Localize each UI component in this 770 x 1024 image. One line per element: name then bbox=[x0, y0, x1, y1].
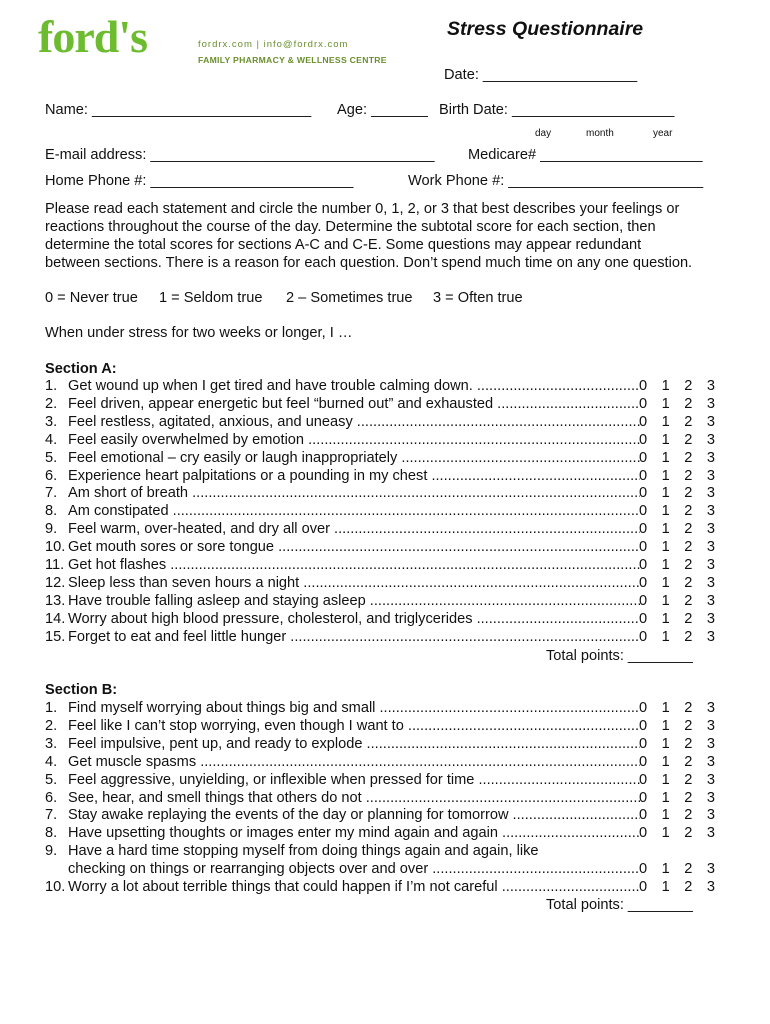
rating-option-2[interactable]: 2 bbox=[684, 610, 693, 627]
question-number: 2. bbox=[45, 395, 58, 412]
rating-option-1[interactable]: 1 bbox=[661, 574, 670, 591]
rating-option-1[interactable]: 1 bbox=[661, 879, 670, 895]
section-a-total[interactable]: Total points: ________ bbox=[546, 648, 693, 664]
work-phone-field[interactable]: Work Phone #: ________________________ bbox=[408, 173, 704, 189]
section-b-question-4 bbox=[45, 753, 715, 771]
section-b-question-3 bbox=[45, 735, 715, 753]
rating-option-1[interactable]: 1 bbox=[661, 557, 670, 573]
rating-option-1[interactable]: 1 bbox=[661, 717, 670, 734]
stress-prompt: When under stress for two weeks or longer, I … bbox=[45, 325, 353, 341]
rating-option-0[interactable]: 0 bbox=[639, 395, 648, 412]
question-number: 6. bbox=[45, 789, 58, 806]
rating-option-3[interactable]: 3 bbox=[706, 485, 715, 502]
rating-option-0[interactable]: 0 bbox=[639, 521, 648, 538]
rating-option-2[interactable]: 2 bbox=[684, 735, 693, 752]
question-number: 3. bbox=[45, 735, 58, 752]
rating-option-0[interactable]: 0 bbox=[639, 735, 648, 752]
rating-scale bbox=[639, 771, 715, 789]
section-a-question-14 bbox=[45, 610, 715, 628]
rating-scale bbox=[639, 753, 715, 771]
rating-option-0[interactable]: 0 bbox=[639, 557, 648, 573]
rating-option-3[interactable]: 3 bbox=[706, 413, 715, 430]
legend-sometimes: 2 – Sometimes true bbox=[286, 290, 413, 306]
question-number: 9. bbox=[45, 521, 58, 538]
contact-line: fordrx.com | info@fordrx.com bbox=[198, 39, 349, 50]
legend-never: 0 = Never true bbox=[45, 290, 138, 306]
question-text: Stay awake replaying the events of the day or planning for tomorrow ..... bbox=[68, 806, 640, 824]
fords-logo: ford's bbox=[38, 11, 147, 62]
question-text: Feel emotional – cry easily or laugh inappropriately ..... bbox=[68, 449, 640, 467]
question-number: 6. bbox=[45, 467, 58, 484]
rating-scale bbox=[639, 592, 715, 610]
question-number: 10. bbox=[45, 539, 66, 556]
rating-option-0[interactable]: 0 bbox=[639, 539, 648, 556]
birth-date-field[interactable]: Birth Date: ____________________ bbox=[439, 102, 675, 118]
question-number: 9. bbox=[45, 843, 58, 860]
rating-option-1[interactable]: 1 bbox=[661, 449, 670, 466]
rating-scale bbox=[639, 717, 715, 735]
question-number: 7. bbox=[45, 807, 58, 824]
section-a-question-9 bbox=[45, 520, 715, 538]
rating-option-0[interactable]: 0 bbox=[639, 449, 648, 466]
question-text: Get hot flashes ..... bbox=[68, 556, 640, 574]
section-b-question-2 bbox=[45, 717, 715, 735]
rating-scale bbox=[639, 431, 715, 449]
legend-seldom: 1 = Seldom true bbox=[159, 290, 263, 306]
question-text: Sleep less than seven hours a night ..... bbox=[68, 574, 640, 592]
rating-option-1[interactable]: 1 bbox=[661, 395, 670, 412]
rating-option-2[interactable]: 2 bbox=[684, 879, 693, 895]
rating-option-3[interactable]: 3 bbox=[706, 735, 715, 752]
section-b-question-1 bbox=[45, 699, 715, 717]
rating-option-0[interactable]: 0 bbox=[639, 879, 648, 895]
rating-option-0[interactable]: 0 bbox=[639, 467, 648, 484]
section-b-question-9 bbox=[45, 842, 715, 860]
rating-option-1[interactable]: 1 bbox=[661, 431, 670, 448]
rating-scale bbox=[639, 574, 715, 592]
question-number: 4. bbox=[45, 753, 58, 770]
section-a-question-8 bbox=[45, 502, 715, 520]
rating-option-2[interactable]: 2 bbox=[684, 557, 693, 573]
rating-option-2[interactable]: 2 bbox=[684, 449, 693, 466]
question-text: Feel easily overwhelmed by emotion ..... bbox=[68, 431, 640, 449]
rating-option-0[interactable]: 0 bbox=[639, 574, 648, 591]
question-number: 4. bbox=[45, 431, 58, 448]
instructions-line-4: between sections. There is a reason for each question. Don’t spend much time on any one question. bbox=[45, 255, 693, 271]
rating-option-2[interactable]: 2 bbox=[684, 413, 693, 430]
section-a-question-2 bbox=[45, 395, 715, 413]
section-a-heading: Section A: bbox=[45, 361, 117, 377]
rating-option-0[interactable]: 0 bbox=[639, 413, 648, 430]
question-text: Find myself worrying about things big and small ..... bbox=[68, 699, 640, 717]
home-phone-field[interactable]: Home Phone #: _________________________ bbox=[45, 173, 354, 189]
rating-option-1[interactable]: 1 bbox=[661, 825, 670, 842]
rating-option-2[interactable]: 2 bbox=[684, 431, 693, 448]
rating-option-0[interactable]: 0 bbox=[639, 825, 648, 842]
age-field[interactable]: Age: _______ bbox=[337, 102, 428, 118]
question-text: Get muscle spasms ..... bbox=[68, 753, 640, 771]
rating-scale bbox=[639, 699, 715, 717]
question-number: 15. bbox=[45, 628, 66, 645]
rating-option-3[interactable]: 3 bbox=[706, 521, 715, 538]
rating-option-2[interactable]: 2 bbox=[684, 771, 693, 788]
section-b-question-10 bbox=[45, 878, 715, 896]
rating-option-2[interactable]: 2 bbox=[684, 807, 693, 824]
rating-option-2[interactable]: 2 bbox=[684, 753, 693, 770]
section-b-question-9-continued bbox=[45, 860, 715, 878]
rating-option-0[interactable]: 0 bbox=[639, 861, 648, 878]
rating-option-1[interactable]: 1 bbox=[661, 485, 670, 502]
section-b-heading: Section B: bbox=[45, 682, 118, 698]
rating-option-2[interactable]: 2 bbox=[684, 521, 693, 538]
rating-scale bbox=[639, 467, 715, 485]
rating-option-3[interactable]: 3 bbox=[706, 879, 715, 895]
rating-option-2[interactable]: 2 bbox=[684, 717, 693, 734]
rating-scale bbox=[639, 449, 715, 467]
section-a-question-11 bbox=[45, 556, 715, 574]
rating-option-3[interactable]: 3 bbox=[706, 592, 715, 609]
rating-option-1[interactable]: 1 bbox=[661, 771, 670, 788]
rating-option-1[interactable]: 1 bbox=[661, 628, 670, 645]
rating-option-2[interactable]: 2 bbox=[684, 628, 693, 645]
question-text: Feel warm, over-heated, and dry all over ..... bbox=[68, 520, 640, 538]
question-number: 5. bbox=[45, 771, 58, 788]
rating-option-3[interactable]: 3 bbox=[706, 467, 715, 484]
rating-option-0[interactable]: 0 bbox=[639, 789, 648, 806]
rating-option-1[interactable]: 1 bbox=[661, 700, 670, 716]
rating-option-0[interactable]: 0 bbox=[639, 771, 648, 788]
rating-option-0[interactable]: 0 bbox=[639, 503, 648, 520]
rating-scale bbox=[639, 610, 715, 628]
legend-often: 3 = Often true bbox=[433, 290, 523, 306]
instructions-line-2: reactions throughout the course of the day. Determine the subtotal score for each section, then bbox=[45, 219, 656, 235]
question-number: 11. bbox=[45, 557, 65, 573]
question-number: 5. bbox=[45, 449, 58, 466]
section-a-question-12 bbox=[45, 574, 715, 592]
instructions-line-3: determine the total scores for sections A-C and C-E. Some questions may appear redundant bbox=[45, 237, 642, 253]
rating-option-2[interactable]: 2 bbox=[684, 467, 693, 484]
rating-scale bbox=[639, 556, 715, 574]
rating-option-3[interactable]: 3 bbox=[706, 825, 715, 842]
rating-option-3[interactable]: 3 bbox=[706, 771, 715, 788]
dob-month-label: month bbox=[586, 128, 614, 139]
question-number: 10. bbox=[45, 879, 66, 895]
rating-option-3[interactable]: 3 bbox=[706, 378, 715, 394]
question-text: Have a hard time stopping myself from doing things again and again, like bbox=[68, 843, 539, 860]
rating-option-3[interactable]: 3 bbox=[706, 395, 715, 412]
rating-scale bbox=[639, 824, 715, 842]
rating-scale bbox=[639, 735, 715, 753]
rating-scale bbox=[639, 628, 715, 646]
rating-scale bbox=[639, 860, 715, 878]
rating-scale bbox=[639, 789, 715, 807]
rating-option-3[interactable]: 3 bbox=[706, 574, 715, 591]
rating-option-1[interactable]: 1 bbox=[661, 753, 670, 770]
question-text: Forget to eat and feel little hunger ..... bbox=[68, 628, 640, 646]
rating-scale bbox=[639, 878, 715, 896]
rating-option-3[interactable]: 3 bbox=[706, 789, 715, 806]
question-text: Feel impulsive, pent up, and ready to explode ..... bbox=[68, 735, 640, 753]
medicare-field[interactable]: Medicare# ____________________ bbox=[468, 147, 703, 163]
rating-option-1[interactable]: 1 bbox=[661, 807, 670, 824]
question-text: Feel driven, appear energetic but feel “burned out” and exhausted ..... bbox=[68, 395, 640, 413]
instructions-line-1: Please read each statement and circle the number 0, 1, 2, or 3 that best describes your feelings or bbox=[45, 201, 680, 217]
question-text: Am short of breath ..... bbox=[68, 484, 640, 502]
section-b-question-7 bbox=[45, 806, 715, 824]
section-a-question-3 bbox=[45, 413, 715, 431]
question-text: Have upsetting thoughts or images enter my mind again and again ..... bbox=[68, 824, 640, 842]
name-field[interactable]: Name: ___________________________ bbox=[45, 102, 312, 118]
email-field[interactable]: E-mail address: ___________________________________ bbox=[45, 147, 435, 163]
rating-option-3[interactable]: 3 bbox=[706, 539, 715, 556]
question-text: See, hear, and smell things that others do not ..... bbox=[68, 789, 640, 807]
section-a-question-4 bbox=[45, 431, 715, 449]
section-a-question-1 bbox=[45, 377, 715, 395]
rating-option-2[interactable]: 2 bbox=[684, 861, 693, 878]
question-text: Get mouth sores or sore tongue ..... bbox=[68, 538, 640, 556]
rating-option-0[interactable]: 0 bbox=[639, 378, 648, 394]
question-number: 2. bbox=[45, 717, 58, 734]
question-text-continued: checking on things or rearranging objects over and over ..... bbox=[68, 860, 640, 878]
section-a-question-10 bbox=[45, 538, 715, 556]
rating-option-3[interactable]: 3 bbox=[706, 753, 715, 770]
rating-option-0[interactable]: 0 bbox=[639, 717, 648, 734]
rating-option-1[interactable]: 1 bbox=[661, 610, 670, 627]
rating-option-1[interactable]: 1 bbox=[661, 861, 670, 878]
rating-option-3[interactable]: 3 bbox=[706, 557, 715, 573]
rating-option-2[interactable]: 2 bbox=[684, 395, 693, 412]
rating-option-0[interactable]: 0 bbox=[639, 485, 648, 502]
rating-option-1[interactable]: 1 bbox=[661, 539, 670, 556]
rating-option-0[interactable]: 0 bbox=[639, 700, 648, 716]
section-a-question-5 bbox=[45, 449, 715, 467]
section-b-question-5 bbox=[45, 771, 715, 789]
question-text: Have trouble falling asleep and staying asleep ..... bbox=[68, 592, 640, 610]
rating-scale bbox=[639, 484, 715, 502]
section-a-question-15 bbox=[45, 628, 715, 646]
rating-option-0[interactable]: 0 bbox=[639, 610, 648, 627]
section-b-question-6 bbox=[45, 789, 715, 807]
question-text: Feel aggressive, unyielding, or inflexible when pressed for time ..... bbox=[68, 771, 640, 789]
rating-option-1[interactable]: 1 bbox=[661, 467, 670, 484]
rating-option-3[interactable]: 3 bbox=[706, 610, 715, 627]
rating-option-3[interactable]: 3 bbox=[706, 449, 715, 466]
question-text: Get wound up when I get tired and have trouble calming down. ..... bbox=[68, 377, 640, 395]
dob-year-label: year bbox=[653, 128, 673, 139]
rating-option-1[interactable]: 1 bbox=[661, 521, 670, 538]
rating-option-2[interactable]: 2 bbox=[684, 539, 693, 556]
rating-option-0[interactable]: 0 bbox=[639, 592, 648, 609]
rating-scale bbox=[639, 806, 715, 824]
section-a-question-6 bbox=[45, 467, 715, 485]
rating-option-1[interactable]: 1 bbox=[661, 503, 670, 520]
question-text: Feel restless, agitated, anxious, and uneasy ..... bbox=[68, 413, 640, 431]
rating-option-2[interactable]: 2 bbox=[684, 485, 693, 502]
question-number: 12. bbox=[45, 574, 66, 591]
rating-option-2[interactable]: 2 bbox=[684, 574, 693, 591]
rating-option-1[interactable]: 1 bbox=[661, 789, 670, 806]
rating-option-1[interactable]: 1 bbox=[661, 592, 670, 609]
rating-option-0[interactable]: 0 bbox=[639, 628, 648, 645]
rating-scale bbox=[639, 538, 715, 556]
section-a-question-13 bbox=[45, 592, 715, 610]
rating-option-3[interactable]: 3 bbox=[706, 431, 715, 448]
rating-option-3[interactable]: 3 bbox=[706, 700, 715, 716]
question-number: 8. bbox=[45, 503, 58, 520]
rating-option-3[interactable]: 3 bbox=[706, 628, 715, 645]
question-number: 8. bbox=[45, 825, 58, 842]
question-text: Experience heart palpitations or a pounding in my chest ..... bbox=[68, 467, 640, 485]
question-number: 3. bbox=[45, 413, 58, 430]
question-number: 1. bbox=[45, 700, 58, 716]
question-text: Worry about high blood pressure, cholesterol, and triglycerides ..... bbox=[68, 610, 640, 628]
question-number: 14. bbox=[45, 610, 66, 627]
rating-option-3[interactable]: 3 bbox=[706, 503, 715, 520]
rating-option-1[interactable]: 1 bbox=[661, 735, 670, 752]
rating-option-2[interactable]: 2 bbox=[684, 700, 693, 716]
rating-option-0[interactable]: 0 bbox=[639, 807, 648, 824]
question-number: 13. bbox=[45, 592, 66, 609]
rating-option-2[interactable]: 2 bbox=[684, 378, 693, 394]
tagline: FAMILY PHARMACY & WELLNESS CENTRE bbox=[198, 55, 387, 65]
rating-option-3[interactable]: 3 bbox=[706, 807, 715, 824]
rating-option-2[interactable]: 2 bbox=[684, 789, 693, 806]
rating-option-3[interactable]: 3 bbox=[706, 717, 715, 734]
rating-scale bbox=[639, 502, 715, 520]
rating-scale bbox=[639, 413, 715, 431]
question-text: Worry a lot about terrible things that could happen if I’m not careful ..... bbox=[68, 878, 640, 896]
rating-scale bbox=[639, 520, 715, 538]
section-b-question-8 bbox=[45, 824, 715, 842]
rating-option-3[interactable]: 3 bbox=[706, 861, 715, 878]
rating-option-2[interactable]: 2 bbox=[684, 825, 693, 842]
rating-scale bbox=[639, 395, 715, 413]
question-text: Feel like I can’t stop worrying, even though I want to ..... bbox=[68, 717, 640, 735]
section-a-question-7 bbox=[45, 484, 715, 502]
question-number: 7. bbox=[45, 485, 58, 502]
rating-option-2[interactable]: 2 bbox=[684, 503, 693, 520]
rating-option-0[interactable]: 0 bbox=[639, 431, 648, 448]
page-title: Stress Questionnaire bbox=[447, 18, 644, 40]
rating-option-1[interactable]: 1 bbox=[661, 413, 670, 430]
section-b-total[interactable]: Total points: ________ bbox=[546, 897, 693, 913]
rating-scale bbox=[639, 377, 715, 395]
question-text: Am constipated ..... bbox=[68, 502, 640, 520]
dob-day-label: day bbox=[535, 128, 552, 139]
question-number: 1. bbox=[45, 378, 58, 394]
rating-option-1[interactable]: 1 bbox=[661, 378, 670, 394]
rating-option-0[interactable]: 0 bbox=[639, 753, 648, 770]
rating-option-2[interactable]: 2 bbox=[684, 592, 693, 609]
date-field[interactable]: Date: ___________________ bbox=[444, 67, 638, 83]
